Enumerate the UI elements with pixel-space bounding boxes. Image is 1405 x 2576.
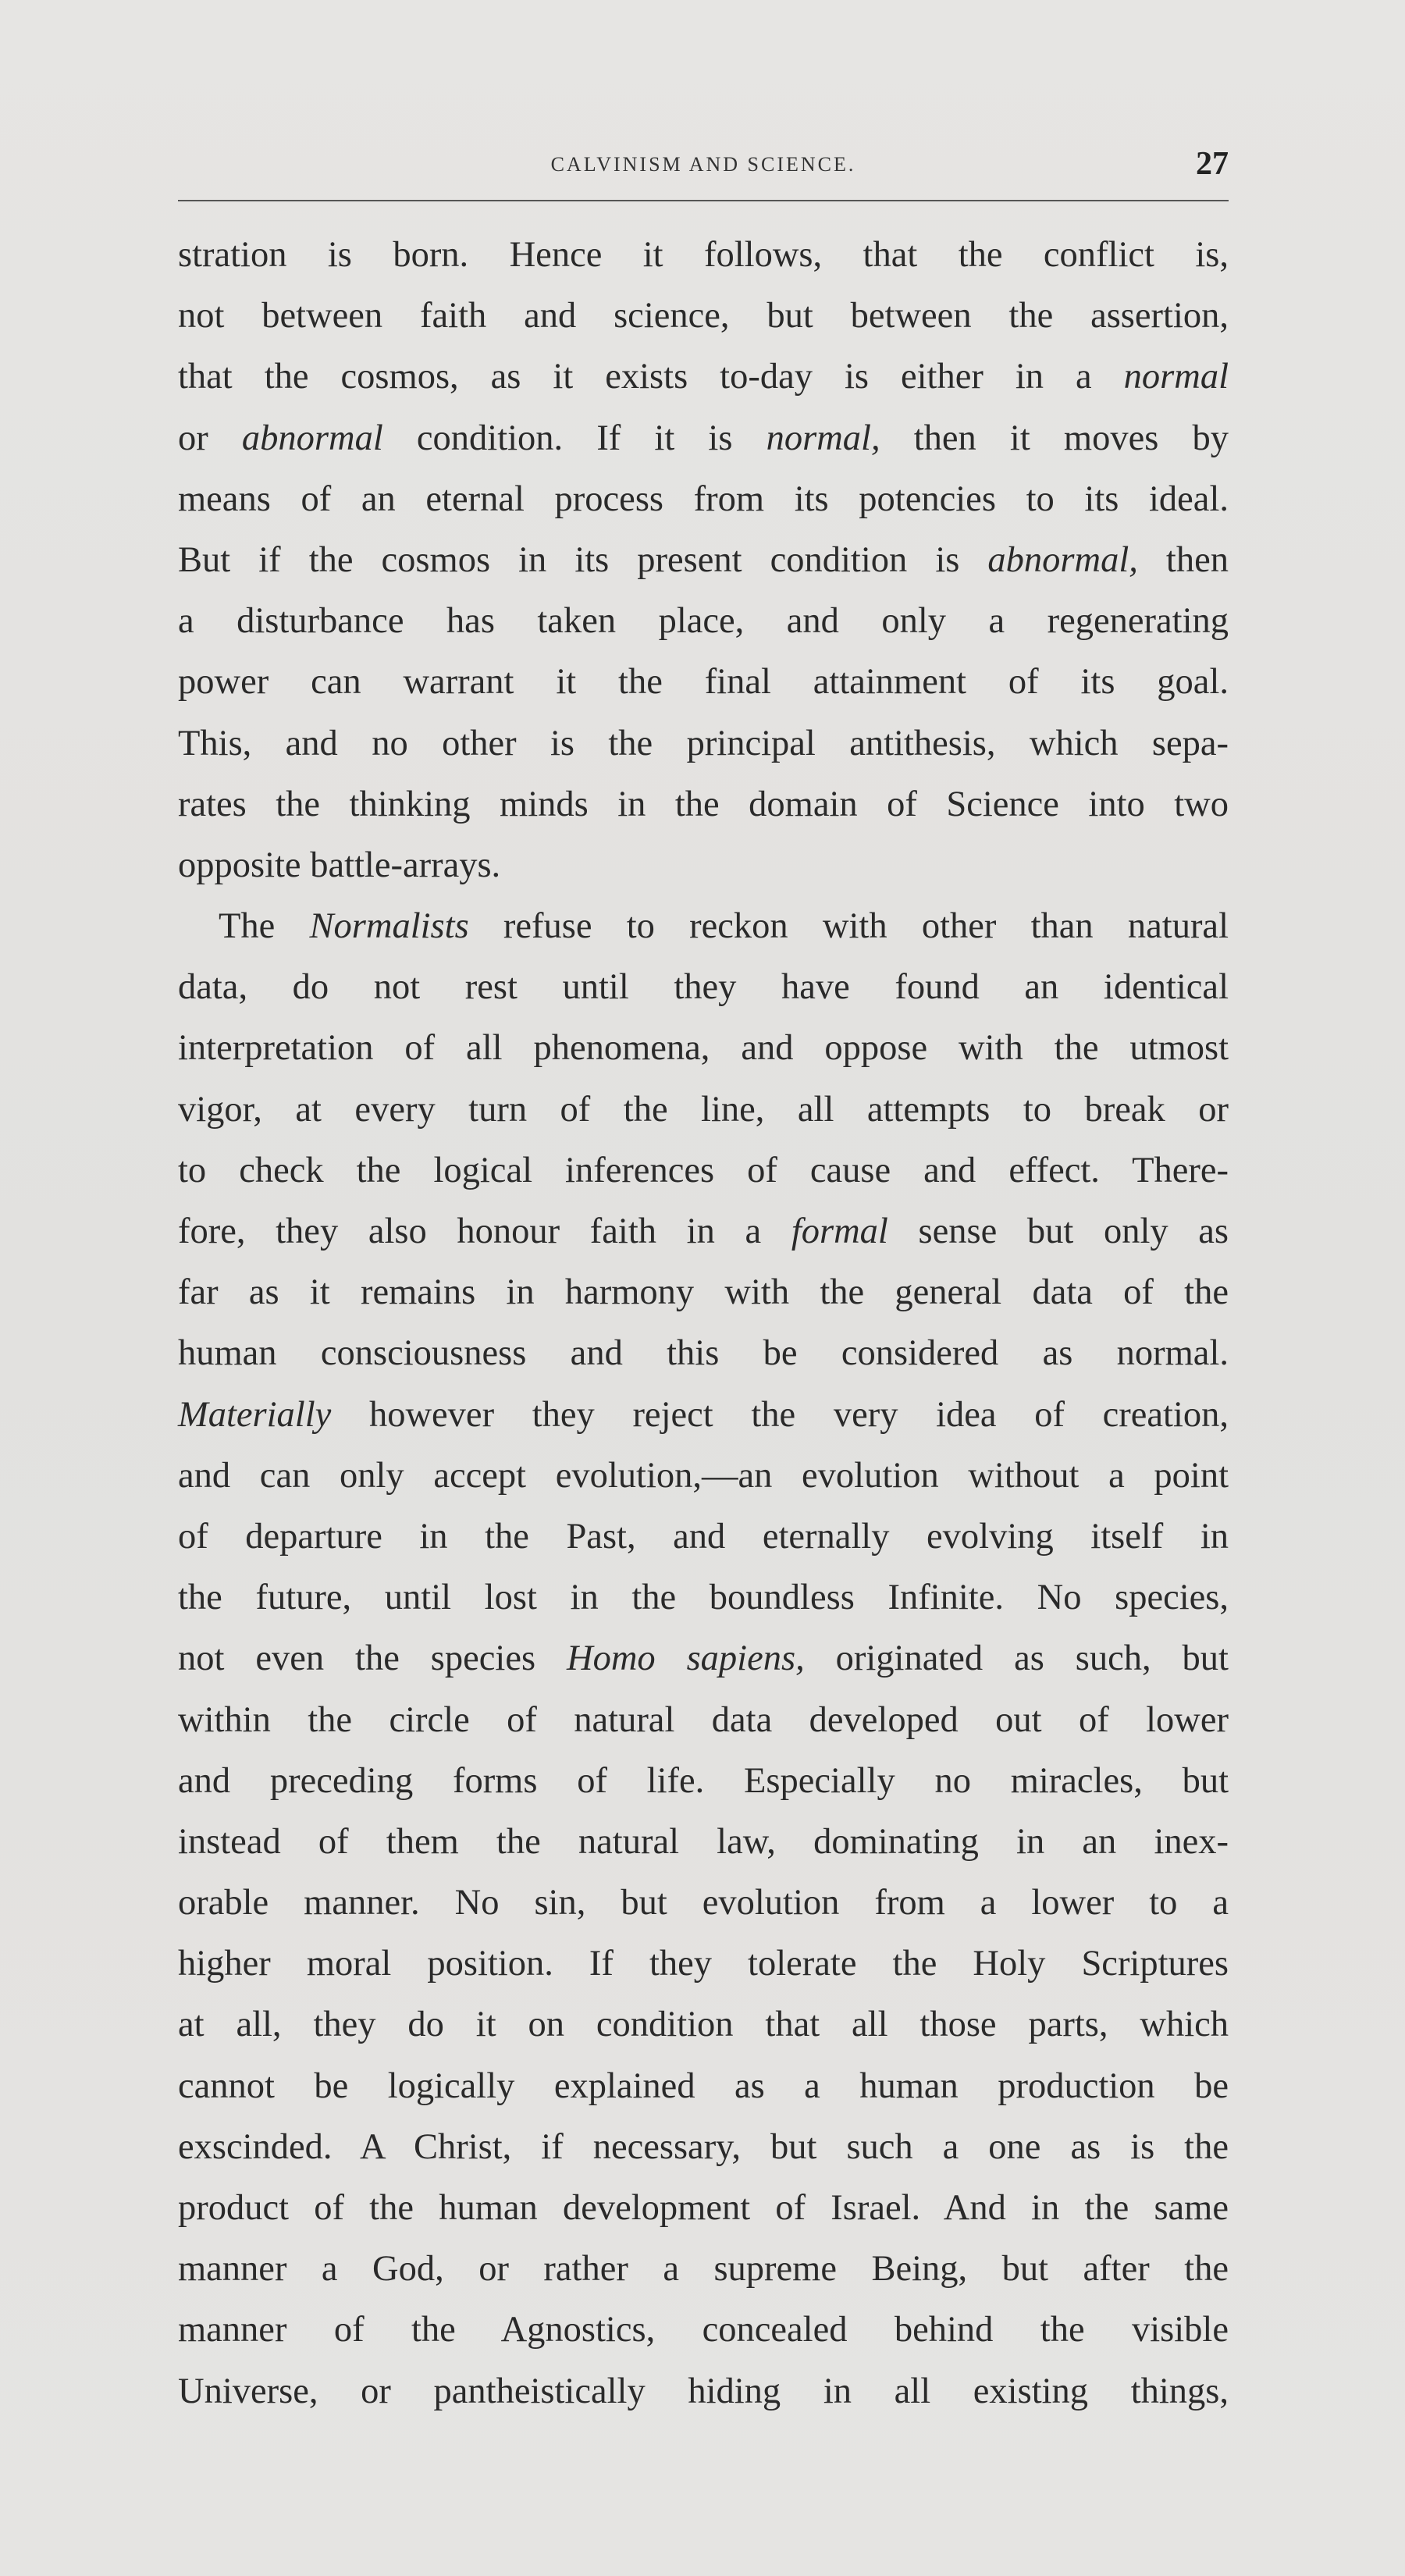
text-line (178, 1628, 1229, 1689)
text-line (178, 1751, 1229, 1812)
text-line (178, 1385, 1229, 1446)
italic-phrase: Normalists (309, 906, 469, 947)
text-segment: far as it remains in harmony with the general data of the (178, 1272, 1229, 1313)
italic-phrase: normal, (766, 418, 880, 458)
text-segment: exscinded. A Christ, if necessary, but such a one as is the (178, 2126, 1229, 2167)
text-line (178, 2361, 1229, 2422)
running-head (178, 145, 1229, 192)
text-segment: instead of them the natural law, dominating in an inex- (178, 1821, 1229, 1862)
italic-phrase: normal (1123, 357, 1229, 397)
italic-phrase: abnormal, (987, 539, 1138, 580)
text-segment: the future, until lost in the boundless Infinite. No species, (178, 1578, 1229, 1618)
text-line (178, 2178, 1229, 2239)
text-segment: to check the logical inferences of cause and effect. There- (178, 1150, 1229, 1190)
text-segment: data, do not rest until they have found an identical (178, 967, 1229, 1008)
text-segment: The (219, 906, 310, 947)
text-line (178, 286, 1229, 347)
text-segment: interpretation of all phenomena, and oppose with the utmost (178, 1028, 1229, 1069)
text-segment: product of the human development of Israel. And in the same (178, 2188, 1229, 2228)
text-segment: within the circle of natural data developed out of lower (178, 1699, 1229, 1740)
text-line (178, 957, 1229, 1018)
text-line (178, 591, 1229, 652)
page-number: 27 (1196, 146, 1229, 182)
text-line (178, 1812, 1229, 1873)
text-line (178, 2056, 1229, 2117)
text-segment: sense but only as (887, 1212, 1229, 1251)
text-line (178, 1934, 1229, 1994)
text-segment: not even the species (178, 1638, 567, 1679)
text-line (178, 1201, 1229, 1262)
text-segment: opposite battle-arrays. (178, 845, 501, 885)
text-line (178, 1690, 1229, 1751)
running-title: CALVINISM AND SCIENCE. (550, 153, 856, 176)
body-text (178, 225, 1229, 2422)
text-segment: orable manner. No sin, but evolution from a lower to a (178, 1883, 1229, 1923)
text-segment: a disturbance has taken place, and only a regenerating (178, 601, 1229, 642)
text-line (178, 530, 1229, 591)
text-line (178, 408, 1229, 469)
text-segment: cannot be logically explained as a human production be (178, 2065, 1229, 2106)
text-segment: condition. If it is (382, 418, 767, 458)
text-segment: But if the cosmos in its present condition is (178, 539, 988, 580)
text-segment: rates the thinking minds in the domain of Science into two (178, 784, 1229, 824)
text-segment: however they reject the very idea of creation, (331, 1394, 1229, 1435)
text-segment: that the cosmos, as it exists to-day is either in a (178, 357, 1124, 397)
text-segment: at all, they do it on condition that all those parts, which (178, 2005, 1229, 2045)
italic-phrase: Homo sapiens, (567, 1638, 805, 1679)
text-segment: This, and no other is the principal antithesis, which sepa- (178, 723, 1229, 763)
text-line (178, 1994, 1229, 2055)
text-line (178, 1567, 1229, 1628)
header-rule (178, 200, 1229, 201)
text-line (178, 2117, 1229, 2178)
text-segment: and preceding forms of life. Especially no miracles, but (178, 1760, 1229, 1801)
text-segment: Universe, or pantheistically hiding in all existing things, (178, 2371, 1229, 2411)
text-line (178, 1873, 1229, 1934)
text-line (178, 1323, 1229, 1384)
text-line (178, 835, 1229, 896)
text-segment: refuse to reckon with other than natural (468, 906, 1229, 947)
text-line (178, 896, 1229, 957)
text-line (178, 1262, 1229, 1323)
text-line (178, 347, 1229, 407)
text-segment: higher moral position. If they tolerate the Holy Scriptures (178, 1944, 1229, 1984)
text-line (178, 1446, 1229, 1507)
text-segment: originated as such, but (804, 1638, 1229, 1679)
text-segment: manner a God, or rather a supreme Being, but after the (178, 2249, 1229, 2290)
text-segment: then it moves by (880, 418, 1229, 458)
text-segment: or (178, 418, 242, 458)
text-segment: means of an eternal process from its potencies to its ideal. (178, 479, 1229, 519)
italic-phrase: abnormal (241, 418, 383, 458)
text-segment: not between faith and science, but between the assertion, (178, 296, 1229, 336)
text-line (178, 469, 1229, 530)
text-line (178, 713, 1229, 774)
text-line (178, 2300, 1229, 2361)
text-segment: and can only accept evolution,—an evolution without a point (178, 1455, 1229, 1496)
text-line (178, 1140, 1229, 1201)
text-segment: vigor, at every turn of the line, all attempts to break or (178, 1089, 1229, 1130)
text-segment: power can warrant it the final attainment of its goal. (178, 662, 1229, 703)
text-segment: human consciousness and this be considered as normal. (178, 1333, 1229, 1374)
text-segment: then (1137, 539, 1229, 580)
text-segment: fore, they also honour faith in a (178, 1212, 791, 1251)
text-segment: stration is born. Hence it follows, that the conflict is, (178, 235, 1229, 275)
text-line (178, 1080, 1229, 1140)
text-line (178, 1018, 1229, 1079)
text-line (178, 1507, 1229, 1567)
text-segment: manner of the Agnostics, concealed behind the visible (178, 2310, 1229, 2350)
italic-phrase: formal (791, 1212, 888, 1251)
text-line (178, 774, 1229, 835)
text-line (178, 652, 1229, 713)
text-segment: of departure in the Past, and eternally evolving itself in (178, 1516, 1229, 1557)
text-line (178, 225, 1229, 286)
italic-phrase: Materially (178, 1394, 332, 1435)
text-line (178, 2239, 1229, 2300)
